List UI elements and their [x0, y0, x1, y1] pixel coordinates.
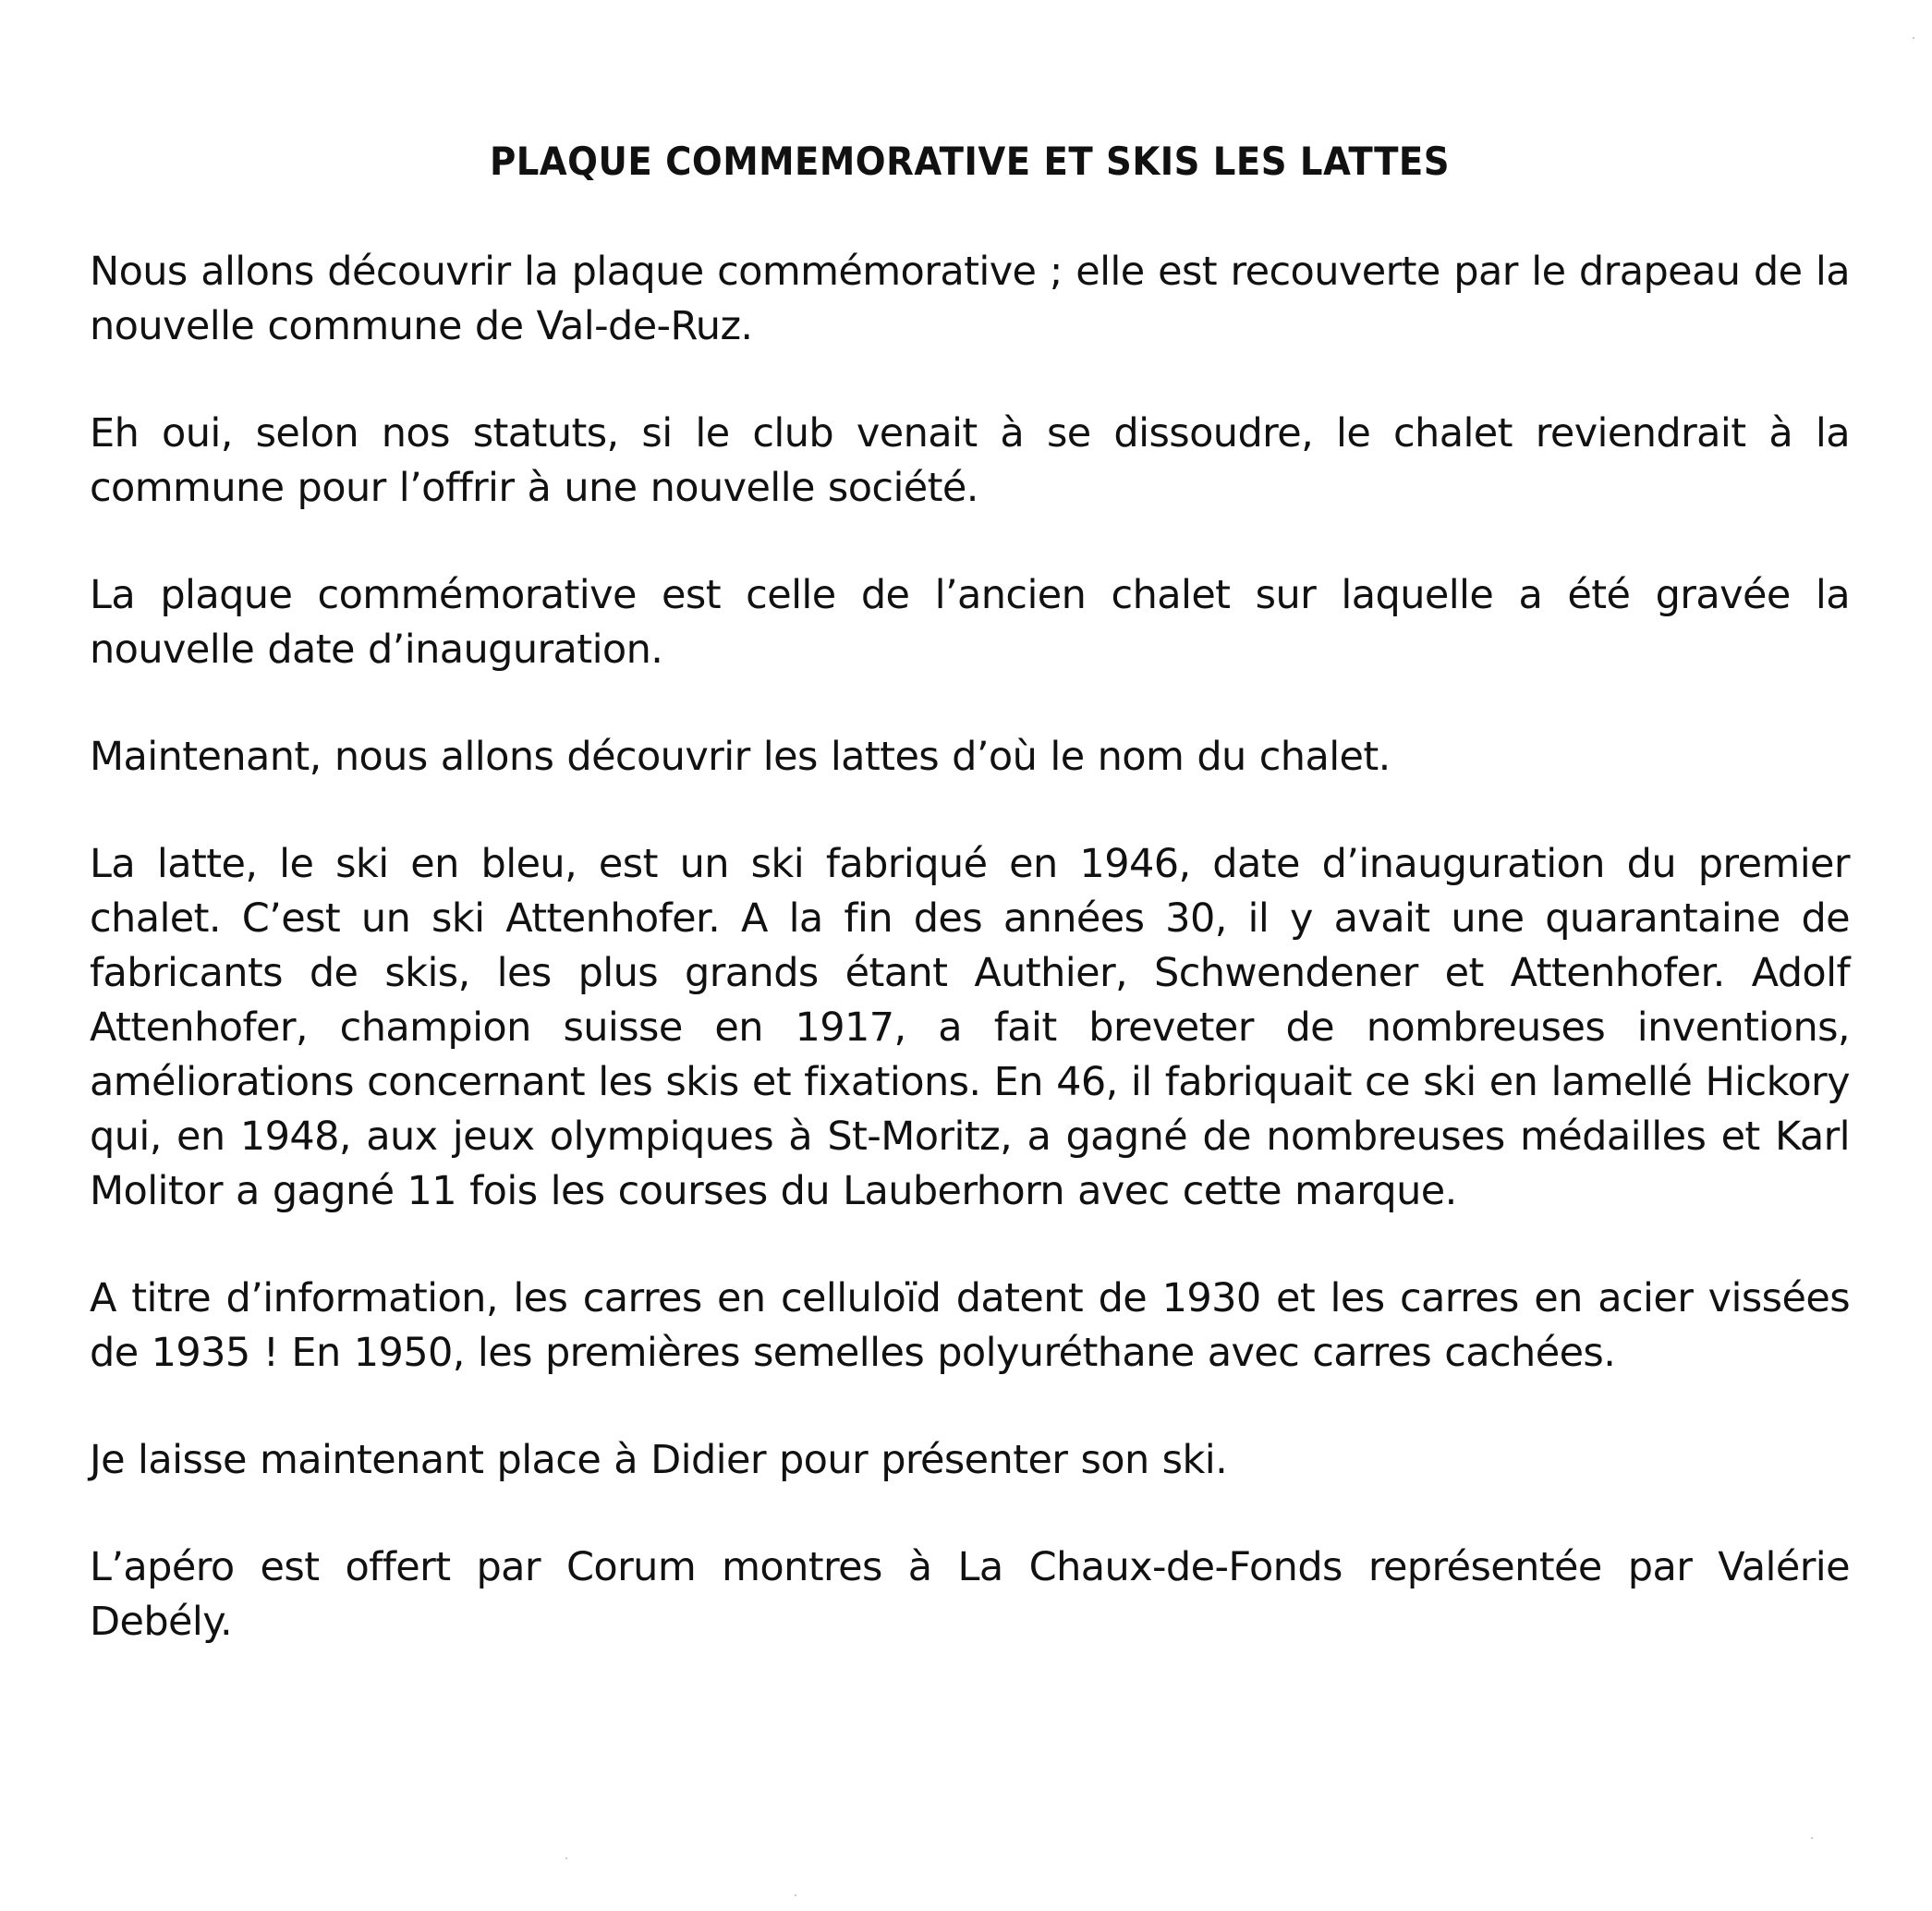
paragraph-apero: L’apéro est offert par Corum montres à La Chaux-de-Fonds représentée par Valérie Debély. — [90, 1544, 1850, 1646]
paragraph-didier: Je laisse maintenant place à Didier pour présenter son ski. — [90, 1437, 1228, 1484]
paragraph-statuts: Eh oui, selon nos statuts, si le club venait à se dissoudre, le chalet reviendrait à la commune pour l’offrir à une nouvelle société. — [90, 410, 1850, 512]
paragraph-plaque-description: La plaque commémorative est celle de l’ancien chalet sur laquelle a été gravée la nouvelle date d’inauguration. — [90, 572, 1850, 674]
document-page — [90, 139, 1850, 1649]
paragraph-ski-history: La latte, le ski en bleu, est un ski fabriqué en 1946, date d’inauguration du premier chalet. C’est un ski Attenhofer. A la fin des années 30, il y avait une quarantaine de fabricants de skis, les plus grands étant Authier, Schwendener et Attenhofer. Adolf Attenhofer, champion suisse en 1917, a fait breveter de nombreuses inventions, améliorations concernant les skis et fixations. En 46, il fabriquait ce ski en lamellé Hickory qui, en 1948, aux jeux olympiques à St-Moritz, a gagné de nombreuses médailles et Karl Molitor a gagné 11 fois les courses du Lauberhorn avec cette marque. — [90, 841, 1850, 1215]
document-title: PLAQUE COMMEMORATIVE ET SKIS LES LATTES — [489, 139, 1451, 184]
scan-speck — [1913, 37, 1914, 39]
scan-speck — [1811, 1837, 1813, 1839]
paragraph-plaque-intro: Nous allons découvrir la plaque commémorative ; elle est recouverte par le drapeau de la nouvelle commune de Val-de-Ruz. — [90, 249, 1850, 350]
paragraph-lattes-intro: Maintenant, nous allons découvrir les lattes d’où le nom du chalet. — [90, 734, 1391, 781]
scan-speck — [795, 1894, 796, 1896]
paragraph-carres-info: A titre d’information, les carres en celluloïd datent de 1930 et les carres en acier vissées de 1935 ! En 1950, les premières semelles polyuréthane avec carres cachées. — [90, 1275, 1850, 1377]
scan-speck — [565, 1857, 567, 1859]
